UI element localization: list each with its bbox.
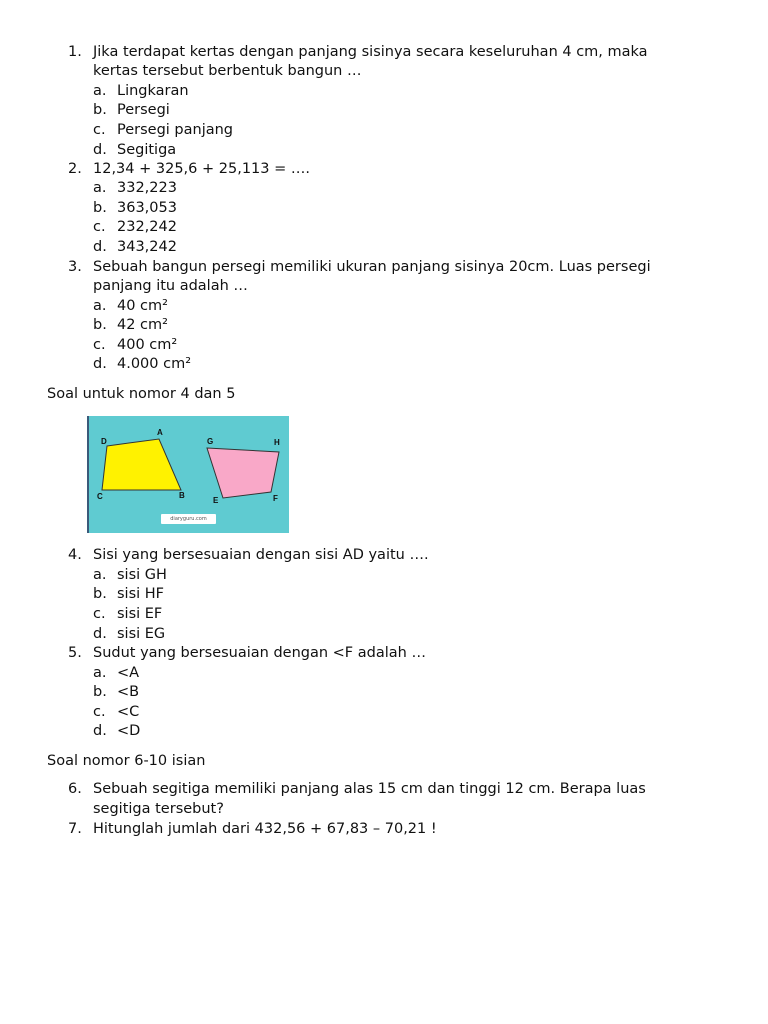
- section-heading: Soal untuk nomor 4 dan 5: [47, 386, 236, 402]
- question-number: 4.: [68, 547, 82, 563]
- question-text: kertas tersebut berbentuk bangun …: [93, 63, 362, 79]
- label-a: A: [157, 428, 163, 437]
- option-letter: b.: [93, 317, 107, 333]
- option-text: <B: [117, 684, 140, 700]
- question-number: 2.: [68, 161, 82, 177]
- option-text: 4.000 cm²: [117, 356, 192, 372]
- question-text: segitiga tersebut?: [93, 801, 224, 817]
- question-text: Hitunglah jumlah dari 432,56 + 67,83 – 70,21 !: [93, 821, 437, 837]
- option-letter: d.: [93, 356, 107, 372]
- option-text: sisi EG: [117, 626, 166, 642]
- option-text: sisi HF: [117, 586, 165, 602]
- quadrilateral-figure: [87, 416, 289, 533]
- option-letter: b.: [93, 586, 107, 602]
- question-text: 12,34 + 325,6 + 25,113 = ….: [93, 161, 310, 177]
- option-letter: a.: [93, 180, 107, 196]
- option-letter: c.: [93, 704, 106, 720]
- label-d: D: [101, 437, 107, 446]
- option-letter: c.: [93, 219, 106, 235]
- option-letter: c.: [93, 606, 106, 622]
- option-text: 40 cm²: [117, 298, 168, 314]
- option-letter: b.: [93, 200, 107, 216]
- question-number: 5.: [68, 645, 82, 661]
- label-g: G: [207, 437, 214, 446]
- question-text: Sebuah segitiga memiliki panjang alas 15 cm dan tinggi 12 cm. Berapa luas: [93, 781, 646, 797]
- option-text: Persegi: [117, 102, 170, 118]
- question-text: panjang itu adalah …: [93, 278, 248, 294]
- question-number: 1.: [68, 44, 82, 60]
- question-text: Sebuah bangun persegi memiliki ukuran panjang sisinya 20cm. Luas persegi: [93, 259, 651, 275]
- option-letter: a.: [93, 567, 107, 583]
- option-letter: d.: [93, 239, 107, 255]
- option-text: 42 cm²: [117, 317, 168, 333]
- label-h: H: [274, 438, 280, 447]
- option-text: sisi GH: [117, 567, 167, 583]
- label-f: F: [273, 494, 278, 503]
- option-text: 343,242: [117, 239, 177, 255]
- yellow-quadrilateral: [102, 439, 181, 490]
- option-text: Persegi panjang: [117, 122, 234, 138]
- option-text: 232,242: [117, 219, 177, 235]
- question-text: Jika terdapat kertas dengan panjang sisinya secara keseluruhan 4 cm, maka: [93, 44, 648, 60]
- label-c: C: [97, 492, 103, 501]
- option-text: <D: [117, 723, 141, 739]
- option-text: <C: [117, 704, 140, 720]
- pink-quadrilateral: [207, 448, 279, 498]
- option-text: 363,053: [117, 200, 177, 216]
- option-text: 400 cm²: [117, 337, 178, 353]
- option-letter: a.: [93, 83, 107, 99]
- option-text: 332,223: [117, 180, 177, 196]
- option-letter: b.: [93, 684, 107, 700]
- question-number: 3.: [68, 259, 82, 275]
- section-heading: Soal nomor 6-10 isian: [47, 753, 206, 769]
- option-letter: b.: [93, 102, 107, 118]
- question-text: Sisi yang bersesuaian dengan sisi AD yaitu ….: [93, 547, 429, 563]
- image-credit: diaryguru.com: [161, 514, 216, 524]
- option-text: <A: [117, 665, 140, 681]
- question-number: 6.: [68, 781, 82, 797]
- option-letter: d.: [93, 142, 107, 158]
- option-letter: d.: [93, 723, 107, 739]
- question-number: 7.: [68, 821, 82, 837]
- option-text: Lingkaran: [117, 83, 189, 99]
- option-letter: c.: [93, 122, 106, 138]
- option-letter: c.: [93, 337, 106, 353]
- option-text: Segitiga: [117, 142, 177, 158]
- option-text: sisi EF: [117, 606, 163, 622]
- option-letter: a.: [93, 298, 107, 314]
- label-b: B: [179, 491, 185, 500]
- question-text: Sudut yang bersesuaian dengan <F adalah …: [93, 645, 426, 661]
- option-letter: d.: [93, 626, 107, 642]
- label-e: E: [213, 496, 219, 505]
- option-letter: a.: [93, 665, 107, 681]
